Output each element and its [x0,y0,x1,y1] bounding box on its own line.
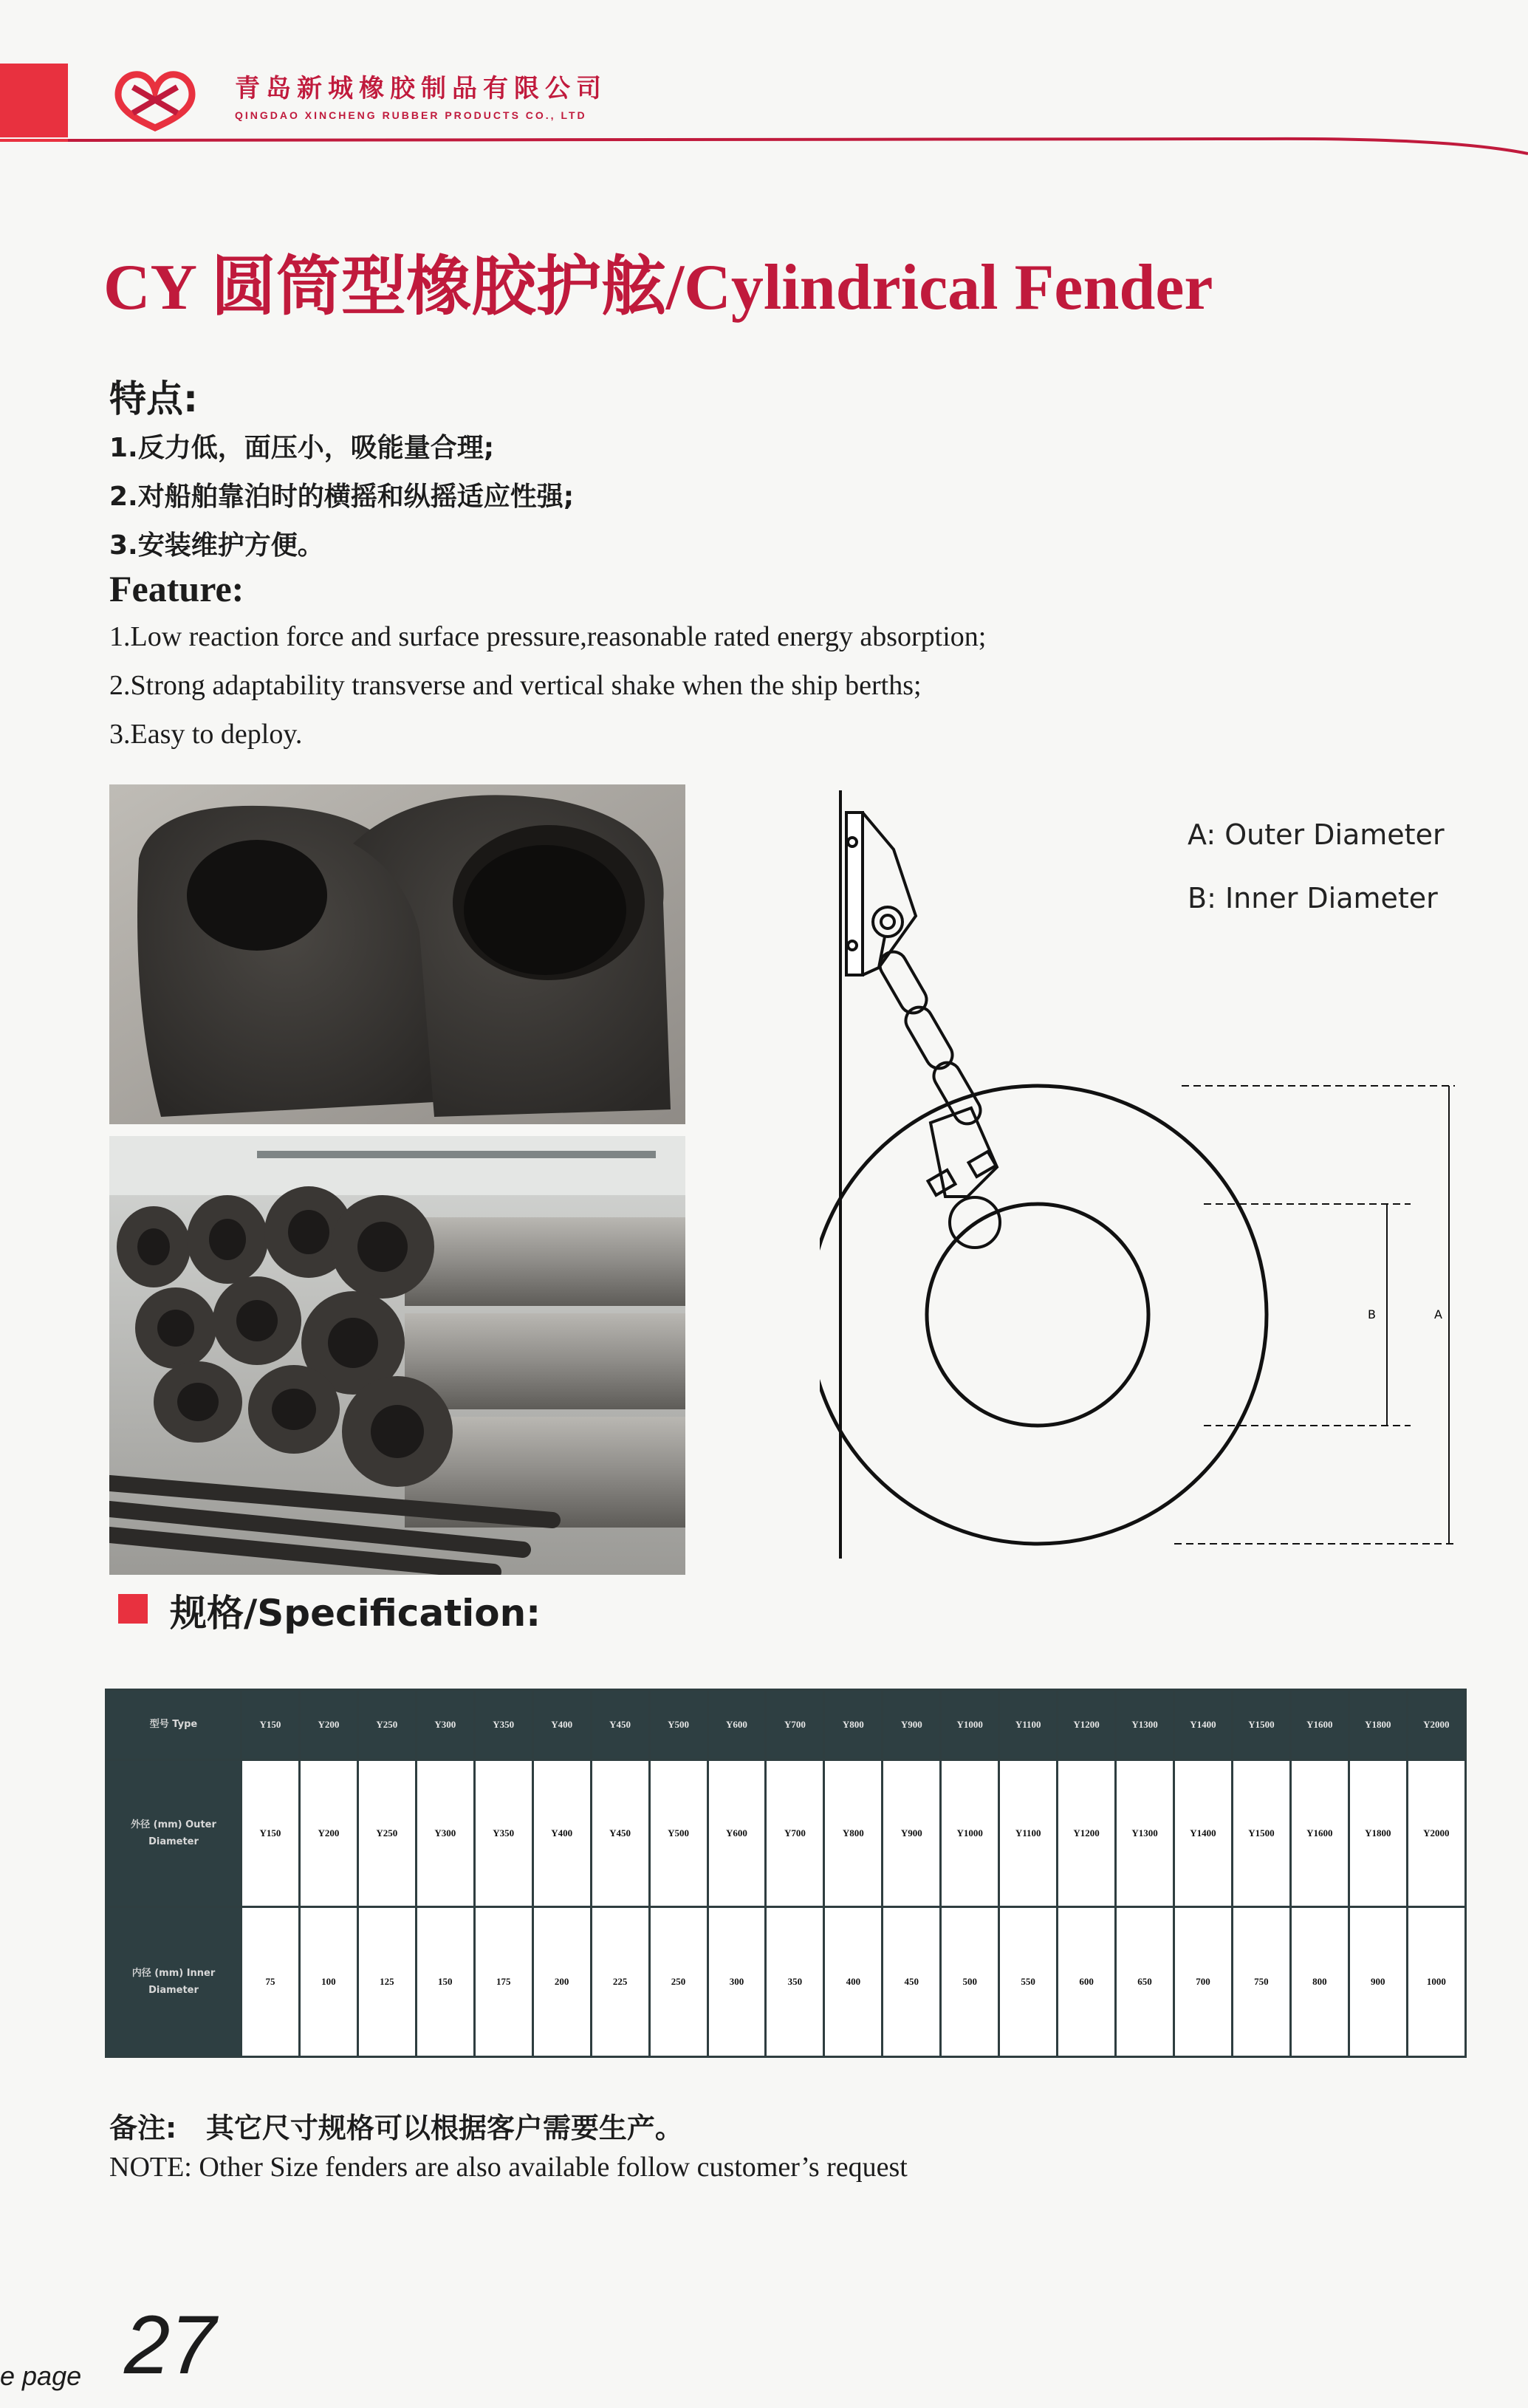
type-cell: Y1200 [1058,1690,1116,1760]
type-cell: Y1800 [1349,1690,1407,1760]
header-divider [0,124,1528,168]
type-cell: Y900 [883,1690,941,1760]
outer-diameter-cell: Y2000 [1407,1760,1465,1907]
inner-diameter-cell: 75 [241,1907,300,2057]
outer-diameter-cell: Y1800 [1349,1760,1407,1907]
page-number: 27 [124,2299,216,2391]
feature-en-item: 1.Low reaction force and surface pressure,reasonable rated energy absorption; [109,621,987,652]
feature-cn-item: 2.对船舶靠泊时的横摇和纵摇适应性强; [109,482,575,512]
inner-diameter-cell: 550 [999,1907,1058,2057]
outer-diameter-cell: Y400 [532,1760,591,1907]
feature-cn-item: 1.反力低，面压小，吸能量合理; [109,433,495,463]
outer-diameter-cell: Y1200 [1058,1760,1116,1907]
inner-diameter-cell: 750 [1232,1907,1290,2057]
type-cell: Y1000 [941,1690,999,1760]
type-cell: Y600 [708,1690,766,1760]
outer-diameter-cell: Y1500 [1232,1760,1290,1907]
type-cell: Y400 [532,1690,591,1760]
outer-diameter-cell: Y900 [883,1760,941,1907]
feature-en-item: 3.Easy to deploy. [109,719,303,750]
type-cell: Y700 [766,1690,824,1760]
type-cell: Y300 [416,1690,474,1760]
outer-diameter-cell: Y450 [591,1760,649,1907]
note-en: NOTE: Other Size fenders are also available follow customer’s request [109,2152,908,2183]
outer-diameter-cell: Y600 [708,1760,766,1907]
features-cn-heading: 特点: [109,377,198,420]
outer-diameter-cell: Y700 [766,1760,824,1907]
note-cn [109,2105,683,2146]
table-row-outer [106,1760,1466,1907]
spec-heading: 规格/Specification: [170,1592,541,1635]
company-name-en: QINGDAO XINCHENG RUBBER PRODUCTS CO., LTD [235,109,587,121]
inner-diameter-cell: 125 [357,1907,416,2057]
outer-header: 外径 (mm) Outer Diameter [106,1760,241,1907]
type-cell: Y250 [357,1690,416,1760]
inner-diameter-cell: 400 [824,1907,883,2057]
page-title: CY 圆筒型橡胶护舷/Cylindrical Fender [103,252,1213,324]
type-cell: Y1500 [1232,1690,1290,1760]
outer-diameter-cell: Y1400 [1174,1760,1233,1907]
outer-diameter-cell: Y1300 [1116,1760,1174,1907]
inner-diameter-cell: 250 [649,1907,708,2057]
outer-diameter-cell: Y350 [474,1760,532,1907]
type-cell: Y1100 [999,1690,1058,1760]
outer-diameter-cell: Y800 [824,1760,883,1907]
outer-diameter-cell: Y200 [299,1760,357,1907]
inner-diameter-cell: 700 [1174,1907,1233,2057]
fender-closeup-photo [109,784,685,1124]
inner-diameter-cell: 500 [941,1907,999,2057]
note-cn-text: 其它尺寸规格可以根据客户需要生产。 [205,2112,683,2144]
outer-diameter-cell: Y250 [357,1760,416,1907]
spec-table [105,1689,1467,2058]
table-row-type [106,1690,1466,1760]
page-word: e page [0,2361,82,2391]
outer-diameter-legend: A: Outer Diameter [1188,818,1445,851]
inner-diameter-cell: 650 [1116,1907,1174,2057]
outer-diameter-cell: Y1000 [941,1760,999,1907]
feature-cn-item: 3.安装维护方便。 [109,530,324,561]
type-cell: Y1300 [1116,1690,1174,1760]
outer-diameter-cell: Y500 [649,1760,708,1907]
type-cell: Y450 [591,1690,649,1760]
inner-diameter-cell: 175 [474,1907,532,2057]
outer-diameter-cell: Y300 [416,1760,474,1907]
type-cell: Y1400 [1174,1690,1233,1760]
inner-diameter-cell: 450 [883,1907,941,2057]
inner-diameter-cell: 300 [708,1907,766,2057]
inner-diameter-cell: 800 [1290,1907,1349,2057]
inner-header: 内径 (mm) Inner Diameter [106,1907,241,2057]
company-name-cn: 青岛新城橡胶制品有限公司 [235,74,607,103]
note-cn-label: 备注: [109,2112,177,2144]
type-cell: Y150 [241,1690,300,1760]
outer-diameter-cell: Y1100 [999,1760,1058,1907]
fender-stack-photo [109,1136,685,1575]
type-cell: Y1600 [1290,1690,1349,1760]
dimension-a-label: A [1434,1307,1442,1321]
inner-diameter-legend: B: Inner Diameter [1188,882,1438,914]
inner-diameter-cell: 150 [416,1907,474,2057]
inner-diameter-cell: 900 [1349,1907,1407,2057]
type-cell: Y500 [649,1690,708,1760]
type-cell: Y200 [299,1690,357,1760]
features-en-heading: Feature: [109,568,244,609]
feature-en-item: 2.Strong adaptability transverse and vertical shake when the ship berths; [109,670,922,701]
type-header: 型号 Type [106,1690,241,1760]
type-cell: Y350 [474,1690,532,1760]
inner-diameter-cell: 1000 [1407,1907,1465,2057]
dimension-b-label: B [1368,1307,1376,1321]
inner-diameter-cell: 200 [532,1907,591,2057]
company-logo [103,58,207,131]
outer-diameter-cell: Y150 [241,1760,300,1907]
inner-diameter-cell: 100 [299,1907,357,2057]
type-cell: Y800 [824,1690,883,1760]
spec-bullet-square [118,1594,148,1624]
inner-diameter-cell: 225 [591,1907,649,2057]
type-cell: Y2000 [1407,1690,1465,1760]
table-row-inner [106,1907,1466,2057]
inner-diameter-cell: 350 [766,1907,824,2057]
inner-diameter-cell: 600 [1058,1907,1116,2057]
outer-diameter-cell: Y1600 [1290,1760,1349,1907]
